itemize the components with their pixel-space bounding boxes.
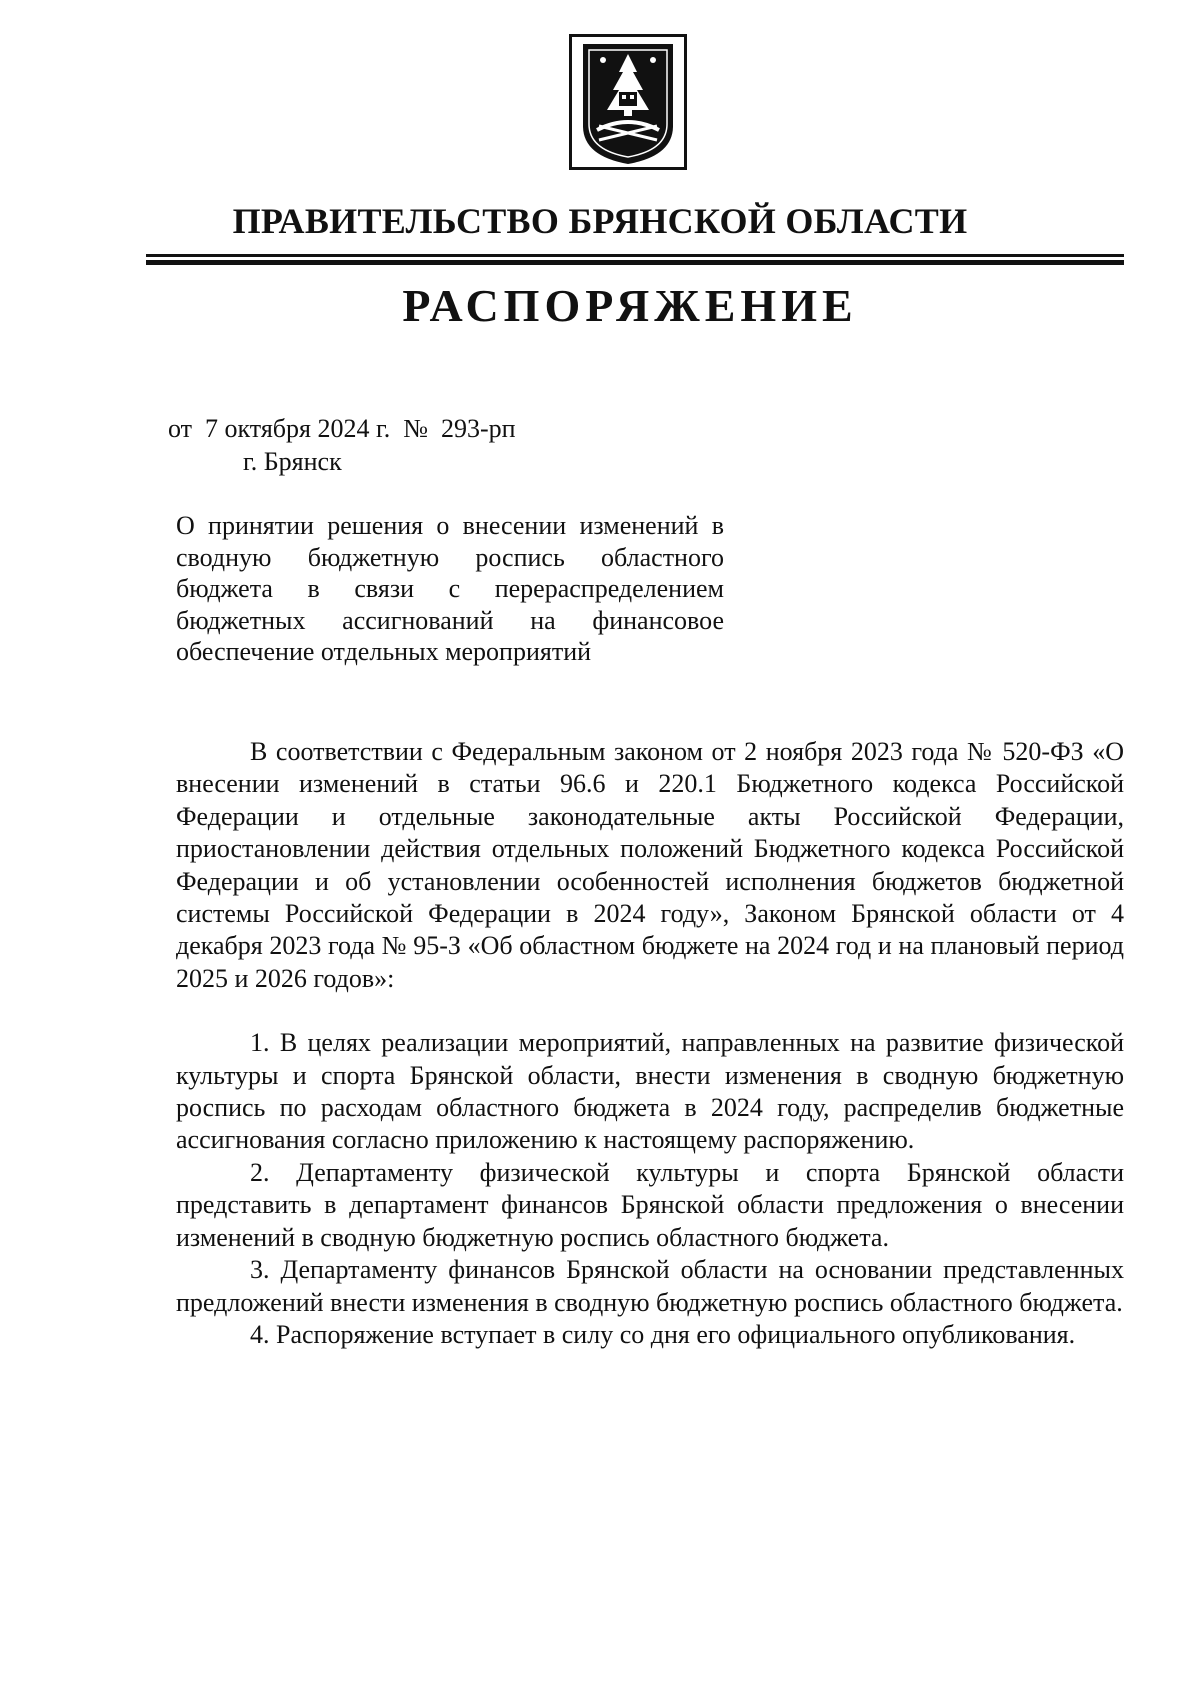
document-city: г. Брянск — [243, 447, 342, 476]
document-type-title: РАСПОРЯЖЕНИЕ — [402, 280, 858, 331]
document-subject: О принятии решения о внесении изменений в сводную бюджетную роспись областного бюджета в связи с перераспределением бюджетных ассигнований на финансовое обеспечение отдельных мероприятий — [176, 511, 724, 666]
document-date-number: от 7 октября 2024 г. № 293-рп — [168, 414, 516, 443]
item-paragraph-3: 3. Департаменту финансов Брянской области на основании представленных предложений внести изменения в сводную бюджетную роспись областного бюджета. — [176, 1255, 1124, 1317]
header-divider-thick — [146, 260, 1124, 265]
preamble-paragraph: В соответствии с Федеральным законом от 2 ноября 2023 года № 520-ФЗ «О внесении изменений в статьи 96.6 и 220.1 Бюджетного кодекса Российской Федерации и отдельные законодательные акты Российской Федерации, приостановлении действия отдельных положений Бюджетного кодекса Российской Федерации и об установлении особенностей исполнения бюджетов бюджетной системы Российской Федерации в 2024 году», Законом Брянской области от 4 декабря 2023 года № 95-З «Об областном бюджете на 2024 год и на плановый период 2025 и 2026 годов»: — [176, 737, 1124, 993]
document-body — [176, 736, 1124, 1351]
header-divider-thin — [146, 254, 1124, 257]
item-paragraph-1: 1. В целях реализации мероприятий, направленных на развитие физической культуры и спорта Брянской области, внести изменения в сводную бюджетную роспись по расходам областного бюджета в 2024 году, распределив бюджетные ассигнования согласно приложению к настоящему распоряжению. — [176, 1028, 1124, 1155]
item-paragraph-4: 4. Распоряжение вступает в силу со дня его официального опубликования. — [250, 1319, 1076, 1349]
bryansk-coat-of-arms-icon — [569, 34, 687, 170]
organization-title: ПРАВИТЕЛЬСТВО БРЯНСКОЙ ОБЛАСТИ — [232, 201, 968, 241]
item-paragraph-2: 2. Департаменту физической культуры и спорта Брянской области представить в департамент финансов Брянской области предложения о внесении изменений в сводную бюджетную роспись областного бюджета. — [176, 1157, 1124, 1252]
